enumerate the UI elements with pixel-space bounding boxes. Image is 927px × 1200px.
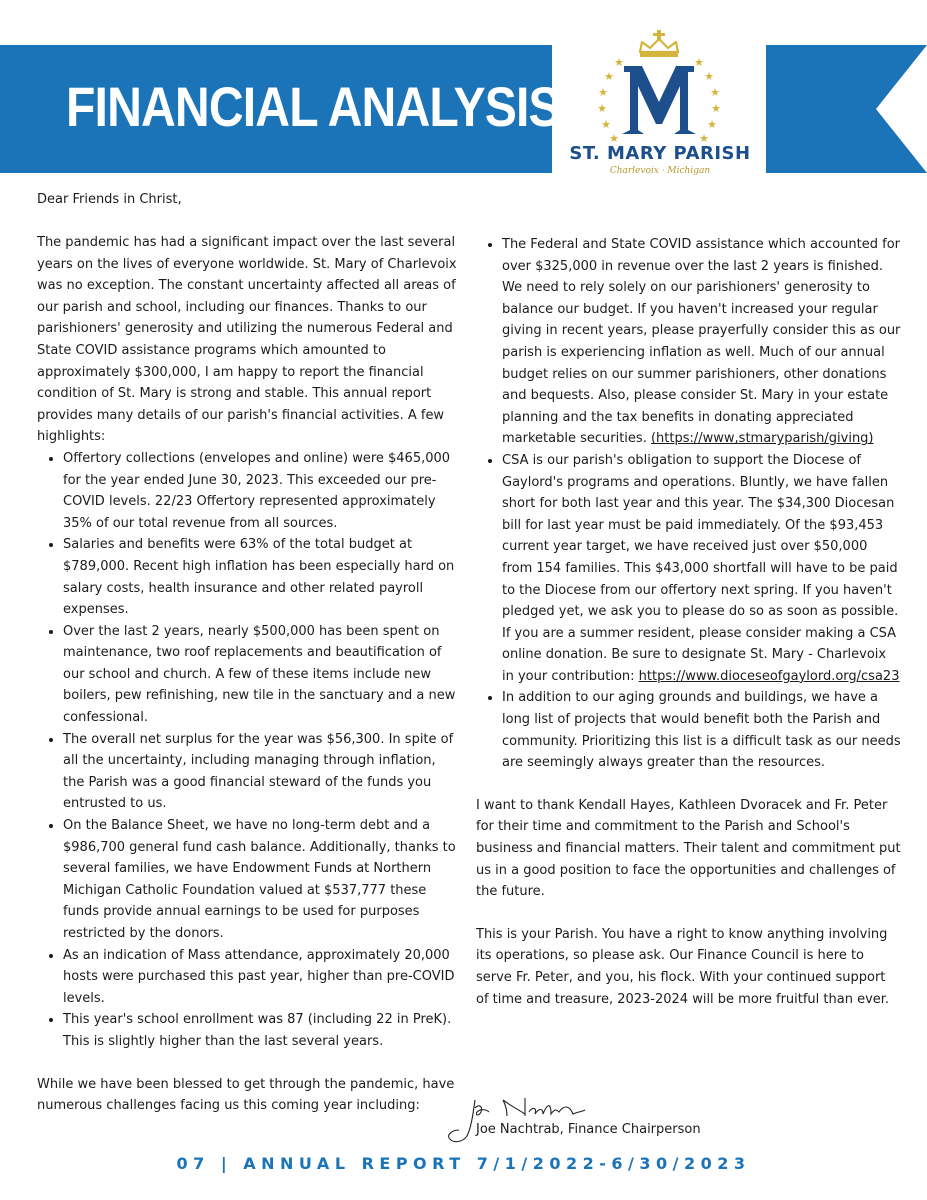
left-column — [37, 232, 460, 1117]
signer-name: Joe Nachtrab, Finance Chairperson — [476, 1122, 701, 1137]
challenge-text: The Federal and State COVID assistance which accounted for over $325,000 in revenue over the last 2 years is finished. We need to rely solely on our parishioners' generosity to balance our budget. If you haven't increased your regular giving in recent years, please prayerfully consider this as our parish is experiencing inflation as well. Much of our annual budget relies on our summer parishioners, other donations and bequests. Also, please consider St. Mary in your estate planning and the tax benefits in donating appreciated marketable securities. — [502, 237, 901, 447]
highlights-list — [37, 448, 460, 1053]
page-title: FINANCIAL ANALYSIS — [66, 75, 560, 138]
csa-link[interactable]: https://www.dioceseofgaylord.org/csa23 — [638, 668, 900, 684]
svg-text:★: ★ — [598, 86, 608, 99]
challenges-intro: While we have been blessed to get through the pandemic, have numerous challenges facing us this coming year including: — [37, 1076, 455, 1114]
svg-text:★: ★ — [707, 118, 717, 131]
ribbon-decoration — [766, 45, 927, 173]
svg-text:★: ★ — [601, 118, 611, 131]
svg-text:★: ★ — [704, 70, 714, 83]
salutation: Dear Friends in Christ, — [37, 192, 182, 207]
giving-link[interactable]: (https://www,stmaryparish/giving) — [650, 431, 874, 447]
list-item: • The overall net surplus for the year was $56,300. In spite of all the uncertainty, including managing through inflation, the Parish was a good financial steward of the funds you entrusted to us. — [63, 729, 460, 815]
logo-name: ST. MARY PARISH — [569, 143, 751, 164]
svg-text:★: ★ — [694, 56, 704, 69]
svg-text:★: ★ — [710, 86, 720, 99]
list-item: • On the Balance Sheet, we have no long-term debt and a $986,700 general fund cash balance. Additionally, thanks to several families, we have Endowment Funds at Northern Michigan Catholic Foundation valued at $537,777 these funds provide annual earnings to be used for purposes restricted by the donors. — [63, 815, 460, 945]
list-item: • As an indication of Mass attendance, approximately 20,000 hosts were purchased this past year, higher than pre-COVID levels. — [63, 945, 460, 1010]
svg-text:★: ★ — [699, 132, 709, 145]
closing-paragraph: This is your Parish. You have a right to know anything involving its operations, so please ask. Our Finance Council is here to serve Fr. Peter, and you, his flock. With your continued support of time and treasure, 2023-2024 will be more fruitful than ever. — [476, 926, 890, 1007]
list-item: • Salaries and benefits were 63% of the total budget at $789,000. Recent high inflation has been especially hard on salary costs, health insurance and other related payroll expenses. — [63, 534, 460, 620]
svg-text:★: ★ — [711, 102, 721, 115]
list-item — [502, 234, 901, 450]
list-item — [502, 687, 901, 773]
svg-text:★: ★ — [614, 56, 624, 69]
thanks-paragraph: I want to thank Kendall Hayes, Kathleen Dvoracek and Fr. Peter for their time and commitment to the Parish and School's business and financial matters. Their talent and commitment put us in a good position to face the opportunities and challenges of the future. — [476, 797, 901, 900]
right-column — [476, 234, 901, 1010]
intro-paragraph: The pandemic has had a significant impact over the last several years on the lives of everyone worldwide. St. Mary of Charlevoix was no exception. The constant uncertainty affected all areas of our parish and school, including our finances. Thanks to our parishioners' generosity and utilizing the numerous Federal and State COVID assistance programs which amounted to approximately $300,000, I am happy to report the financial condition of St. Mary is strong and stable. This annual report provides many details of our parish's financial activities. A few highlights: — [37, 235, 457, 445]
svg-text:★: ★ — [609, 132, 619, 145]
challenges-list — [476, 234, 901, 774]
svg-text:★: ★ — [604, 70, 614, 83]
challenge-text: CSA is our parish's obligation to support the Diocese of Gaylord's programs and operations. Bluntly, we have fallen short for both last year and this year. The $34,300 Diocesan bill for last year must be paid immediately. Of the $93,453 current year target, we have received just over $50,000 from 154 families. This $43,000 shortfall will have to be paid to the Diocese from our offertory next spring. If you haven't pledged yet, we ask you to please do so as soon as possible. If you are a summer resident, please consider making a CSA online donation. Be sure to designate St. Mary - Charlevoix in your contribution: — [502, 452, 899, 684]
svg-text:★: ★ — [597, 102, 607, 115]
list-item: • Over the last 2 years, nearly $500,000 has been spent on maintenance, two roof replacements and beautification of our school and church. A few of these items include new boilers, pew refinishing, new tile in the sanctuary and a new confessional. — [63, 621, 460, 729]
logo-subtitle: Charlevoix · Michigan — [609, 166, 711, 176]
list-item: • This year's school enrollment was 87 (including 22 in PreK). This is slightly higher than the last several years. — [63, 1009, 460, 1052]
list-item: • Offertory collections (envelopes and online) were $465,000 for the year ended June 30, 2023. This exceeded our pre-COVID levels. 22/23 Offertory represented approximately 35% of our total revenue from all sources. — [63, 448, 460, 534]
list-item — [502, 450, 901, 688]
page-footer: 07 | ANNUAL REPORT 7/1/2022-6/30/2023 — [176, 1154, 751, 1173]
challenge-text: In addition to our aging grounds and buildings, we have a long list of projects that would benefit both the Parish and community. Prioritizing this list is a difficult task as our needs are seemingly always greater than the resources. — [502, 690, 901, 771]
